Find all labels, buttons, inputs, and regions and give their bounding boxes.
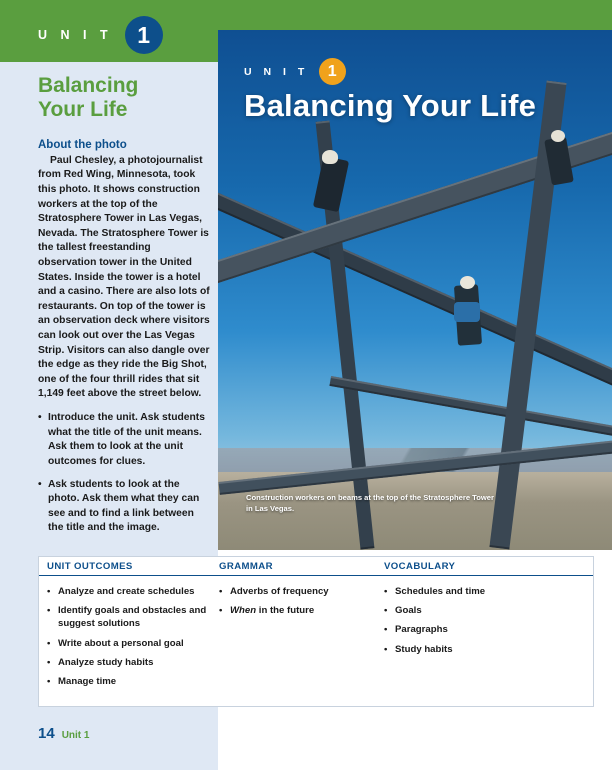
- list-item: • Identify goals and obstacles and suggest solutions: [47, 604, 219, 630]
- unit-opener-photo: [218, 30, 612, 550]
- list-item: • Manage time: [47, 675, 219, 688]
- column-header-grammar: GRAMMAR: [219, 560, 273, 572]
- unit-outcomes-list: [47, 585, 219, 694]
- sidebar-content: [38, 74, 210, 544]
- unit-number-badge: 1: [125, 16, 163, 54]
- column-header-vocabulary: VOCABULARY: [384, 560, 456, 572]
- column-header-unit-outcomes: UNIT OUTCOMES: [47, 560, 133, 572]
- worker-helmet: [460, 276, 475, 289]
- grammar-rest: in the future: [256, 605, 315, 617]
- unit-header: [38, 16, 163, 54]
- teaching-tips-list: [38, 411, 210, 536]
- page-title-line2: Your Life: [38, 98, 128, 122]
- list-item: • Study habits: [384, 643, 585, 656]
- photo-unit-title: Balancing Your Life: [244, 88, 537, 123]
- outcomes-body-row: [39, 576, 593, 694]
- list-item: • Write about a personal goal: [47, 637, 219, 650]
- vocabulary-list: [384, 585, 585, 694]
- list-item: [219, 604, 384, 617]
- outcomes-header-row: [39, 557, 593, 576]
- photo-unit-label: U N I T: [244, 65, 309, 78]
- list-item: • Adverbs of frequency: [219, 585, 384, 598]
- worker-helmet: [322, 150, 338, 164]
- page-number: 14: [38, 725, 55, 742]
- photo-unit-header: [244, 58, 346, 85]
- unit-label: U N I T: [38, 28, 113, 42]
- list-item: • Analyze and create schedules: [47, 585, 219, 598]
- footer-unit-label: Unit 1: [61, 730, 90, 741]
- page-title-line1: Balancing: [38, 74, 139, 97]
- grammar-italic-term: When: [230, 605, 257, 617]
- list-item: • Schedules and time: [384, 585, 585, 598]
- list-item: • Analyze study habits: [47, 656, 219, 669]
- list-item: • Paragraphs: [384, 623, 585, 636]
- list-item: • Introduce the unit. Ask students what the title of the unit means. Ask them to look at the unit outcomes for clues.: [38, 411, 210, 469]
- about-photo-heading: About the photo: [38, 138, 127, 151]
- list-item: • Ask students to look at the photo. Ask them what they can see and to find a link between the title and the image.: [38, 478, 210, 536]
- page-footer: [38, 725, 89, 742]
- photo-unit-number-badge: 1: [319, 58, 346, 85]
- worker-helmet: [551, 130, 565, 142]
- list-item: • Goals: [384, 604, 585, 617]
- about-photo-text: Paul Chesley, a photojournalist from Red Wing, Minnesota, took this photo. It shows construction workers at the top of the Stratosphere Tower in Las Vegas, Nevada. The Stratosphere Tower is the tallest freestanding observation tower in the United States. Inside the tower is a hotel and a casino. There are also lots of restaurants. On top of the tower is an observation deck where visitors can look out over the Las Vegas Strip. Visitors can also dangle over the edge as they ride the Big Shot, one of the four thrill rides that sit 1,149 feet above the street below.: [38, 154, 210, 400]
- page-title: [38, 74, 210, 123]
- grammar-list: [219, 585, 384, 694]
- worker-backpack: [454, 302, 480, 322]
- unit-outcomes-box: [38, 556, 594, 707]
- photo-caption: Construction workers on beams at the top of the Stratosphere Tower in Las Vegas.: [246, 493, 494, 513]
